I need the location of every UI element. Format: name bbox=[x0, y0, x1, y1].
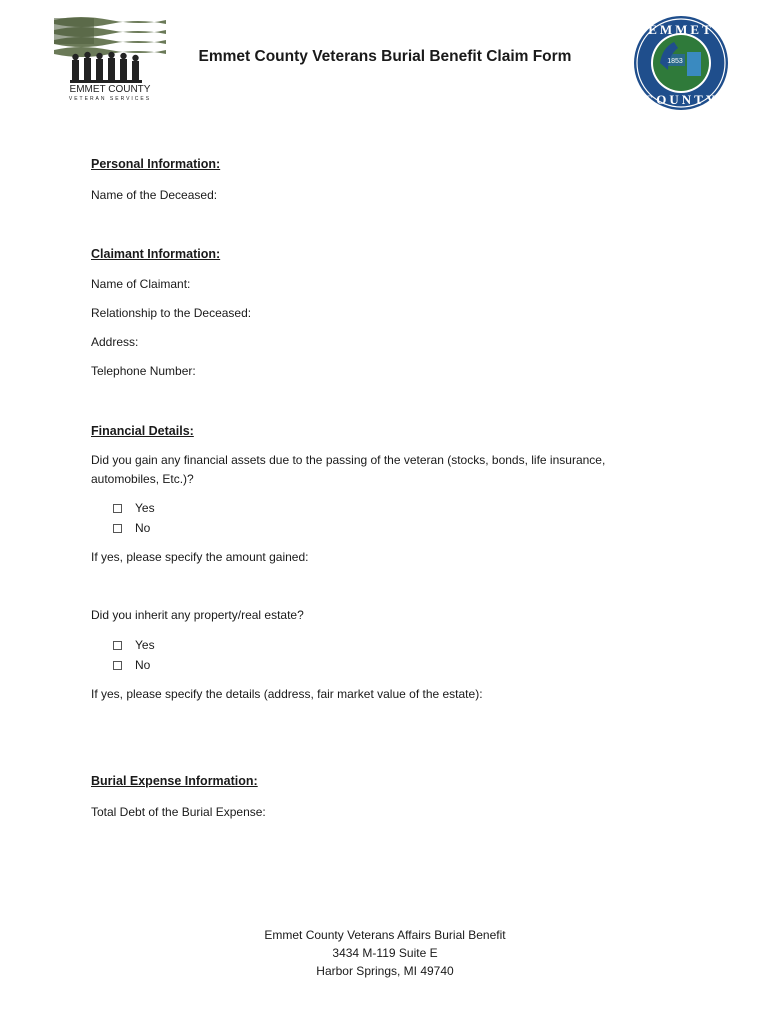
property-no-option[interactable] bbox=[113, 658, 150, 672]
checkbox[interactable] bbox=[113, 661, 122, 670]
option-label: Yes bbox=[135, 501, 155, 515]
county-seal bbox=[632, 14, 730, 112]
county-seal-icon bbox=[632, 14, 730, 112]
financial-yes-option[interactable] bbox=[113, 501, 155, 515]
option-label: No bbox=[135, 658, 151, 672]
checkbox[interactable] bbox=[113, 504, 122, 513]
seal-top-text: EMMET bbox=[648, 22, 714, 37]
property-question: Did you inherit any property/real estate? bbox=[91, 608, 304, 622]
checkbox[interactable] bbox=[113, 524, 122, 533]
telephone-label: Telephone Number: bbox=[91, 364, 196, 378]
logo-line-2: VETERAN SERVICES bbox=[68, 96, 152, 102]
checkbox[interactable] bbox=[113, 641, 122, 650]
relationship-label: Relationship to the Deceased: bbox=[91, 306, 252, 320]
option-label: Yes bbox=[135, 638, 155, 652]
claimant-name-label: Name of Claimant: bbox=[91, 277, 191, 291]
personal-info-heading: Personal Information: bbox=[91, 157, 221, 171]
property-details-label: If yes, please specify the details (address, fair market value of the estate): bbox=[91, 687, 483, 701]
financial-question-line-2: automobiles, Etc.)? bbox=[91, 472, 194, 486]
footer-line-3: Harbor Springs, MI 49740 bbox=[316, 964, 454, 978]
burial-expense-heading: Burial Expense Information: bbox=[91, 774, 258, 788]
address-label: Address: bbox=[91, 335, 139, 349]
financial-question-line-1: Did you gain any financial assets due to the passing of the veteran (stocks, bonds, life insurance, bbox=[91, 453, 606, 467]
burial-debt-label: Total Debt of the Burial Expense: bbox=[91, 805, 266, 819]
seal-year: 1853 bbox=[667, 58, 683, 65]
form-title: Emmet County Veterans Burial Benefit Claim Form bbox=[198, 48, 572, 65]
deceased-name-label: Name of the Deceased: bbox=[91, 188, 218, 202]
logo-line-1: EMMET COUNTY bbox=[69, 84, 151, 95]
amount-gained-label: If yes, please specify the amount gained: bbox=[91, 550, 309, 564]
footer-address bbox=[0, 926, 770, 980]
financial-details-heading: Financial Details: bbox=[91, 424, 194, 438]
claimant-info-heading: Claimant Information: bbox=[91, 247, 221, 261]
seal-bottom-text: COUNTY bbox=[643, 92, 719, 107]
footer-line-2: 3434 M-119 Suite E bbox=[332, 946, 438, 960]
option-label: No bbox=[135, 521, 151, 535]
financial-no-option[interactable] bbox=[113, 521, 150, 535]
footer-line-1: Emmet County Veterans Affairs Burial Benefit bbox=[264, 928, 506, 942]
property-yes-option[interactable] bbox=[113, 638, 155, 652]
